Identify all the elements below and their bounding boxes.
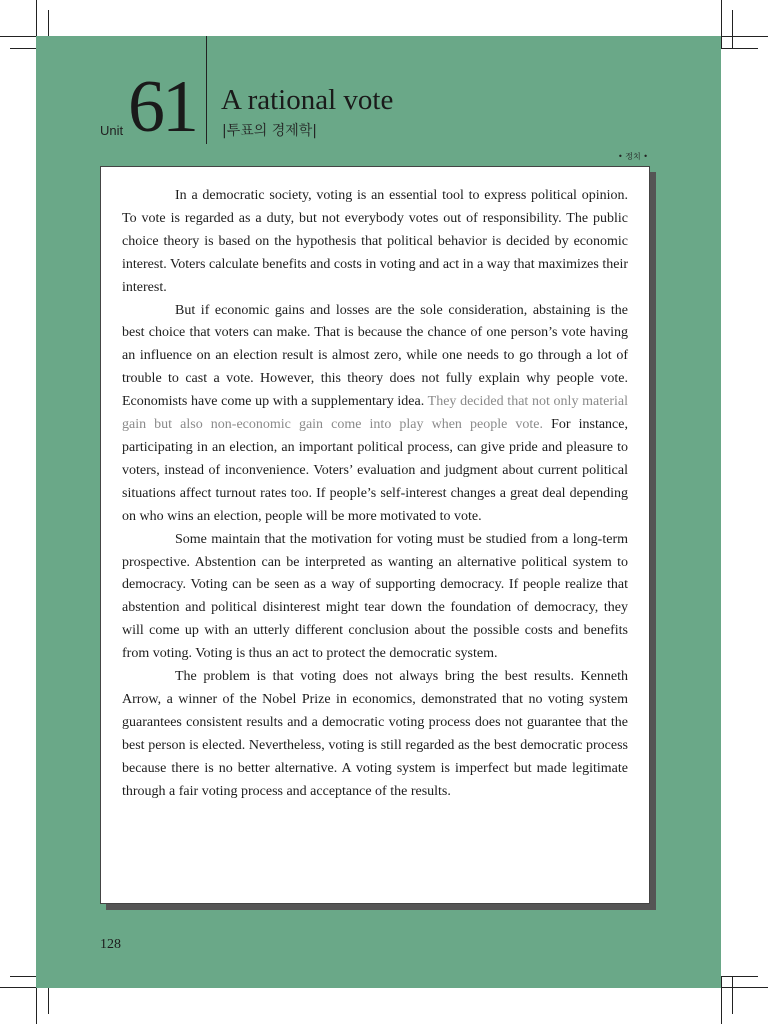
paragraph-2 [122, 300, 628, 529]
category-tag: • 정치 • [618, 152, 648, 161]
crop-mark [721, 0, 722, 48]
crop-mark [732, 976, 733, 1014]
paragraph-4: The problem is that voting does not always bring the best results. Kenneth Arrow, a winner of the Nobel Prize in economics, demonstrated that no voting system guarantees consistent results and a democratic voting process does not guarantee that the best person is elected. Nevertheless, voting is still regarded as the best democratic process because there is no better alternative. A voting system is imperfect but made legitimate through a fair voting process and acceptance of the results. [122, 669, 628, 799]
paragraph-2-end: For instance, participating in an election, an important political process, can give pride and pleasure to voters, instead of inconvenience. Voters’ evaluation and judgment about current political situations affect turnout rates too. If people’s self-interest changes a great deal depending on who wins an election, people will be more motivated to vote. [122, 417, 628, 524]
paragraph-2-start: But if economic gains and losses are the sole consideration, abstaining is the best choice that voters can make. That is because the chance of one person’s vote having an influence on an election result is almost zero, while one needs to go through a lot of trouble to cast a vote. However, this theory does not fully explain why people vote. Economists have come up with a supplementary idea. [122, 302, 628, 410]
crop-mark [720, 987, 768, 988]
page-subtitle: |투표의 경제학| [222, 123, 318, 139]
unit-label: Unit [100, 123, 124, 138]
crop-mark [720, 976, 758, 977]
highlighted-sentence: They decided that not only material gain but also non-economic gain come into play when people vote. [122, 394, 628, 433]
article-card [100, 166, 650, 904]
page-number: 128 [100, 937, 121, 952]
paragraph-3: Some maintain that the motivation for voting must be studied from a long-term prospective. Abstention can be interpreted as wanting an alternative political system to democracy. Voting can be seen as a way of supporting democracy. If people realize that abstention and political disinterest might tear down the foundation of democracy, they will come up with an utterly different conclusion about the possible costs and benefits from voting. Voting is thus an act to protect the democratic system. [122, 531, 628, 662]
page-title: A rational vote [221, 84, 394, 116]
unit-number: 61 [128, 66, 196, 148]
crop-mark [720, 36, 768, 37]
paragraph-1: In a democratic society, voting is an essential tool to express political opinion. To vote is regarded as a duty, but not everybody votes out of responsibility. The public choice theory is based on the hypothesis that political behavior is decided by economic interest. Voters calculate benefits and costs in voting and act in a way that maximizes their interest. [122, 188, 628, 295]
crop-mark [732, 10, 733, 48]
crop-mark [721, 976, 722, 1024]
crop-mark [720, 48, 758, 49]
title-divider [206, 36, 207, 144]
